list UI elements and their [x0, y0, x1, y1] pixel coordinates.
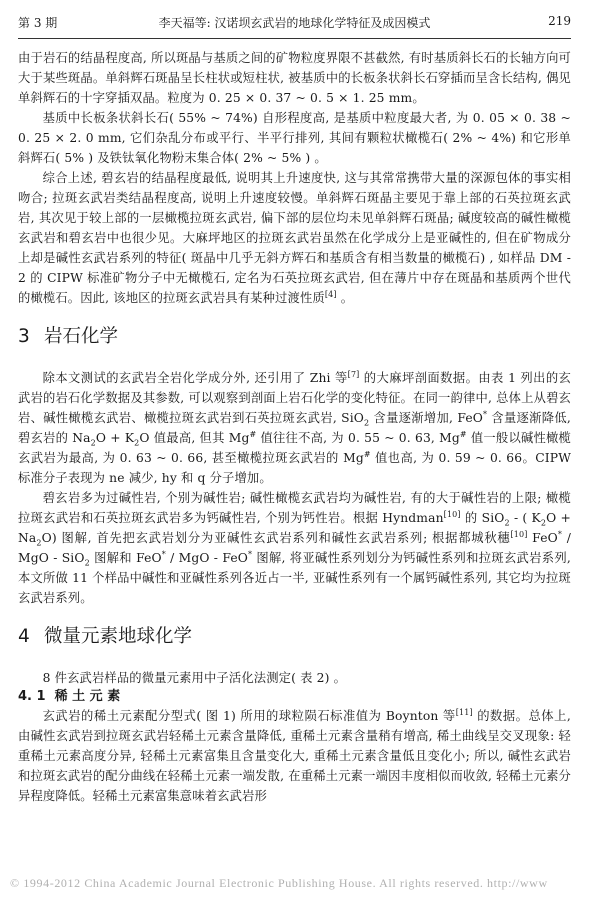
running-header	[18, 12, 571, 34]
paragraph: 碧玄岩多为过碱性岩, 个别为碱性岩; 碱性橄榄玄武岩均为碱性岩, 有的大于碱性岩的上限; 橄榄拉斑玄武岩和石英拉斑玄武岩多为钙碱性岩, 个别为钙性岩。根据 Hyndman[10] 的 SiO$_2$ - ( $K_2O + Na_2O$) 图解, 首先把玄武岩划分为亚碱性玄武岩系列和碱性玄武岩系列; 根据都城秋穗[10] FeO* / MgO - SiO$_2$ 图解和 FeO* / MgO - FeO* 图解, 将亚碱性系列划分为钙碱性系列和拉斑玄武岩系列, 本文所做 11 个样品中碱性和亚碱性系列各近占一半, 亚碱性系列有一个属钙碱性系列, 其它均为拉斑玄武岩系列。	[18, 491, 572, 605]
subsection-title: 稀 土 元 素	[54, 689, 121, 704]
copyright-footer: © 1994-2012 China Academic Journal Electronic Publishing House. All rights reserved. http://www	[10, 876, 548, 890]
page-number: 219	[548, 14, 571, 28]
section-number: 4	[18, 626, 30, 647]
issue-number: 第 3 期	[18, 16, 58, 30]
subsection-heading	[18, 688, 571, 706]
section-title: 微量元素地球化学	[44, 626, 193, 647]
section-title: 岩石化学	[44, 326, 119, 347]
paragraph: 基质中长板条状斜长石( 55% ~ 74%) 自形程度高, 是基质中粒度最大者, 为 0. 05 × 0. 38 ~ 0. 25 × 2. 0 mm, 它们杂乱分布或平行、半平行排列, 其间有颗粒状橄榄石( 2% ~ 4%) 和它形单斜辉石( 5% ) 及铁钛氧化物粉末集合体( 2% ~ 5% ) 。	[18, 111, 571, 165]
paragraph: 除本文测试的玄武岩全岩化学成分外, 还引用了 Zhi 等[7] 的大麻坪剖面数据。由表 1 列出的玄武岩的岩石化学数据及其参数, 可以观察到剖面上岩石化学的变化特征。在同一韵律中, 总体上从碧玄岩、碱性橄榄玄武岩、橄榄拉斑玄武岩到石英拉斑玄武岩, SiO$_2$ 含量逐渐增加, FeO* 含量逐渐降低, 碧玄岩的 $Na_2O + K_2O$ 值最高, 但其 Mg# 值往往不高, 为 0. 55 ~ 0. 63, Mg# 值一般以碱性橄榄玄武岩为最高, 为 0. 63 ~ 0. 66, 甚至橄榄拉斑玄武岩的 Mg# 值也高, 为 0. 59 ~ 0. 66。CIPW 标准分子表现为 ne 减少, hy 和 q 分子增加。	[18, 369, 572, 485]
paragraph: 8 件玄武岩样品的微量元素用中子活化法测定( 表 2) 。	[42, 671, 347, 685]
paragraph: 由于岩石的结晶程度高, 所以斑晶与基质之间的矿物粒度界限不甚截然, 有时基质斜长石的长轴方向可大于某些斑晶。单斜辉石斑晶呈长柱状或短柱状, 被基质中的长板条状斜长石穿插而呈含长结构, 偶见单斜辉石的十字穿插双晶。粒度为 0. 25 × 0. 37 ~ 0. 5 × 1. 25 mm。	[18, 51, 571, 105]
section-heading-4	[18, 625, 571, 649]
header-rule	[18, 38, 571, 39]
paragraph: 玄武岩的稀土元素配分型式( 图 1) 所用的球粒陨石标准值为 Boynton 等[11] 的数据。总体上, 由碱性玄武岩到拉斑玄武岩轻稀土元素含量降低, 重稀土元素含量稍有增高, 稀土曲线呈交叉现象: 轻重稀土元素高度分异, 轻稀土元素富集且含量变化大, 重稀土元素含量低且变化小; 所以, 碱性玄武岩和拉斑玄武岩的配分曲线在轻稀土元素一端发散, 在重稀土元素一端因丰度相似而收敛, 轻稀土元素分异程度降低。轻稀土元素富集意味着玄武岩形	[18, 707, 571, 803]
running-title: 李天福等: 汉诺坝玄武岩的地球化学特征及成因模式	[158, 16, 431, 30]
section-number: 3	[18, 326, 30, 347]
section-heading-3	[18, 325, 571, 349]
article-body	[18, 48, 571, 806]
subsection-number: 4. 1	[18, 689, 46, 704]
paragraph: 综合上述, 碧玄岩的结晶程度最低, 说明其上升速度快, 这与其常常携带大量的深源包体的事实相吻合; 拉斑玄武岩类结晶程度高, 说明上升速度较慢。单斜辉石斑晶主要见于靠上部的石英拉斑玄武岩, 其次见于较上部的一层橄榄拉斑玄武岩, 偏下部的层位均未见单斜辉石斑晶; 碱度较高的碱性橄榄玄武岩和碧玄岩中也很少见。大麻坪地区的拉斑玄武岩虽然在化学成分上是亚碱性的, 但在矿物成分上却是碱性玄武岩系列的特征( 斑晶中几乎无斜方辉石和基质含有相当数量的橄榄石) , 如样品 DM - 2 的 CIPW 标准矿物分子中无橄榄石, 定名为石英拉斑玄武岩, 但在薄片中存在斑晶和基质两个世代的橄榄石。因此, 该地区的拉斑玄武岩具有某种过渡性质[4] 。	[18, 171, 571, 305]
